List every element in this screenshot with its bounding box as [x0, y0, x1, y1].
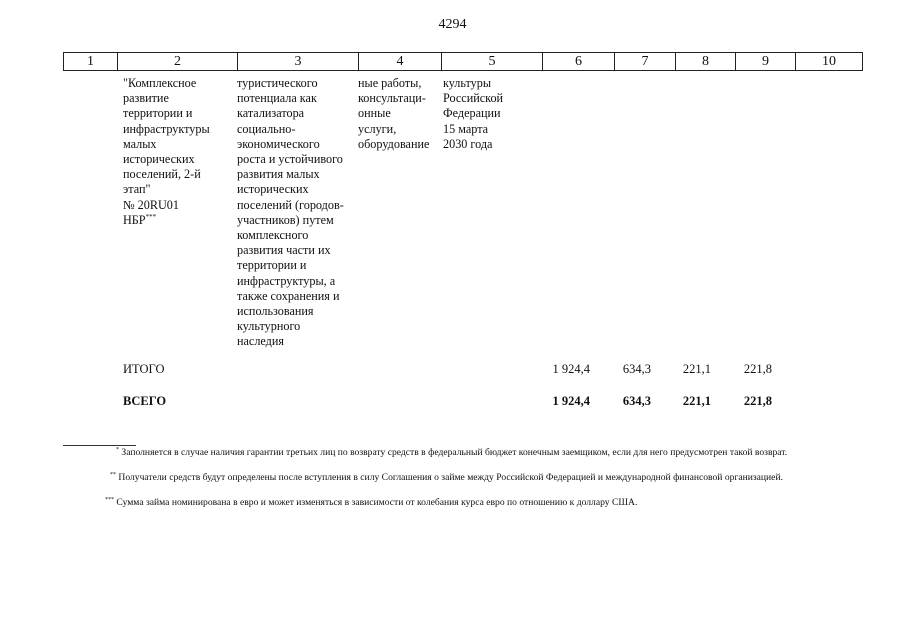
- footnote-mark: *: [116, 447, 119, 453]
- vsego-value-col7: 634,3: [622, 394, 651, 408]
- column-number: 4: [359, 53, 442, 71]
- itogo-value-col7: 634,3: [622, 362, 651, 376]
- footnote-2: [66, 471, 838, 484]
- services-cell: ные работы, консультаци- онные услуги, оборудование: [358, 76, 430, 151]
- footnote-mark: **: [110, 472, 116, 478]
- footnote-text: Заполняется в случае наличия гарантии третьих лиц по возврату средств в федеральный бюджет конечным заемщиком, если для него предусмотрен такой возврат.: [121, 447, 788, 458]
- column-number: 2: [118, 53, 238, 71]
- footnote-1: [66, 446, 838, 459]
- column-number: 3: [238, 53, 359, 71]
- vsego-value-col9: 221,8: [743, 394, 772, 408]
- column-number: 10: [796, 53, 863, 71]
- itogo-label: ИТОГО: [123, 362, 165, 376]
- column-number: 9: [736, 53, 796, 71]
- vsego-value-col8: 221,1: [682, 394, 711, 408]
- footnote-text: Сумма займа номинирована в евро и может изменяться в зависимости от колебания курса евро по отношению к доллару США.: [116, 497, 638, 508]
- page-number: 4294: [438, 17, 467, 32]
- footnote-text: Получатели средств будут определены после вступления в силу Соглашения о займе между Российской Федерацией и международной финансовой организацией.: [118, 472, 783, 483]
- itogo-value-col6: 1 924,4: [552, 362, 590, 376]
- vsego-label: ВСЕГО: [123, 394, 167, 408]
- footnote-3: [66, 496, 838, 509]
- column-number: 8: [676, 53, 736, 71]
- column-number: 6: [543, 53, 615, 71]
- project-name-cell: [123, 76, 210, 228]
- vsego-value-col6: 1 924,4: [552, 394, 590, 408]
- column-number: 5: [442, 53, 543, 71]
- project-name-text: "Комплексное развитие территории и инфраструктуры малых исторических поселений, 2-й этап" № 20RU01 НБР: [123, 76, 210, 227]
- deadline-cell: культуры Российской Федерации 15 марта 2030 года: [443, 76, 504, 151]
- footnote-mark: ***: [145, 212, 157, 221]
- itogo-value-col9: 221,8: [743, 362, 772, 376]
- column-number: 7: [615, 53, 676, 71]
- column-number: 1: [64, 53, 118, 71]
- footnote-mark: ***: [105, 497, 114, 503]
- itogo-value-col8: 221,1: [682, 362, 711, 376]
- column-number-header: [63, 52, 863, 71]
- project-goal-cell: туристического потенциала как катализатора социально- экономического роста и устойчивого развития малых исторических поселений (городов- участников) путем комплексного развития части их территории и инфраструктуры, а также сохранения и использования культурного наследия: [237, 76, 344, 349]
